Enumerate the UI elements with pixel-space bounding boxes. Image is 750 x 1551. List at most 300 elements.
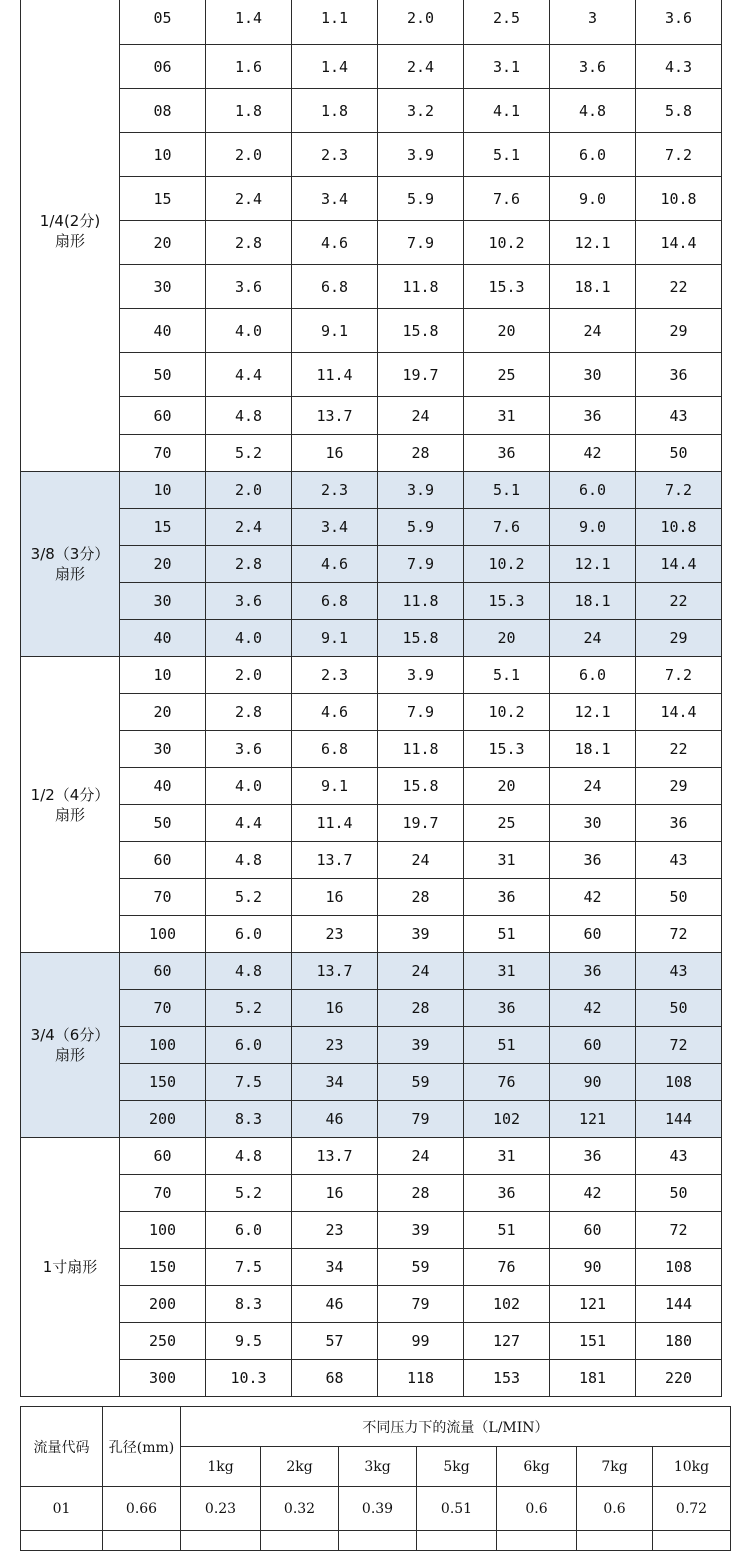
flow-value-cell: 2.4 xyxy=(206,177,292,221)
flow-value-cell: 4.8 xyxy=(206,397,292,435)
flow-value-cell: 31 xyxy=(464,397,550,435)
pressure-group-header: 不同压力下的流量（L/MIN） xyxy=(181,1407,731,1447)
flow-value-cell: 3.9 xyxy=(378,133,464,177)
table-row xyxy=(21,1064,722,1101)
flow-value-cell: 2.4 xyxy=(378,45,464,89)
nozzle-size-line: 扇形 xyxy=(54,805,85,824)
flow-value-cell: 31 xyxy=(464,1138,550,1175)
flow-code-cell: 40 xyxy=(120,768,206,805)
flow-value-cell: 7.5 xyxy=(206,1064,292,1101)
flow-value-cell: 12.1 xyxy=(550,694,636,731)
flow-value-cell: 1.4 xyxy=(292,45,378,89)
flow-value-cell: 42 xyxy=(550,879,636,916)
nozzle-size-line: 扇形 xyxy=(54,1046,85,1064)
flow-value-cell: 43 xyxy=(636,397,722,435)
table-row xyxy=(21,1027,722,1064)
flow-value-cell: 4.4 xyxy=(206,353,292,397)
flow-value-cell: 16 xyxy=(292,879,378,916)
table-row xyxy=(21,472,722,509)
flow-code-cell: 10 xyxy=(120,133,206,177)
flow-code-cell: 30 xyxy=(120,265,206,309)
flow-value-cell: 3.9 xyxy=(378,657,464,694)
flow-value-cell: 51 xyxy=(464,1027,550,1064)
flow-value-cell: 24 xyxy=(550,309,636,353)
flow-value-cell: 5.2 xyxy=(206,879,292,916)
flow-value-cell: 6.8 xyxy=(292,265,378,309)
flow-code-cell: 30 xyxy=(120,731,206,768)
flow-value-cell: 2.0 xyxy=(206,472,292,509)
flow-value-cell: 3.9 xyxy=(378,472,464,509)
table-row xyxy=(21,953,722,990)
flow-value-cell: 1.8 xyxy=(292,89,378,133)
flow-code-cell: 15 xyxy=(120,509,206,546)
flow-value-cell: 1.1 xyxy=(292,0,378,45)
flow-value-cell: 2.5 xyxy=(464,0,550,45)
flow-value-cell: 34 xyxy=(292,1064,378,1101)
flow-code-cell: 70 xyxy=(120,990,206,1027)
flow-value-cell: 7.5 xyxy=(206,1249,292,1286)
flow-code-cell: 70 xyxy=(120,435,206,472)
flow-value-cell: 24 xyxy=(378,397,464,435)
flow-value-cell: 16 xyxy=(292,1175,378,1212)
flow-value-cell: 3.1 xyxy=(464,45,550,89)
flow-value-cell: 15.3 xyxy=(464,583,550,620)
flow-value-cell: 1.6 xyxy=(206,45,292,89)
pressure-data-row xyxy=(21,1487,731,1531)
flow-value-cell: 57 xyxy=(292,1323,378,1360)
nozzle-size-label xyxy=(21,1138,120,1397)
flow-value-cell: 18.1 xyxy=(550,583,636,620)
flow-value-cell: 4.8 xyxy=(206,842,292,879)
flow-value-cell: 59 xyxy=(378,1249,464,1286)
flow-value-cell: 60 xyxy=(550,916,636,953)
flow-value-cell: 90 xyxy=(550,1249,636,1286)
pressure-label: 10kg xyxy=(653,1447,731,1487)
flow-value-cell: 22 xyxy=(636,731,722,768)
table-row xyxy=(21,1212,722,1249)
flow-value-cell: 60 xyxy=(550,1212,636,1249)
table-row xyxy=(21,265,722,309)
flow-value-cell: 4.1 xyxy=(464,89,550,133)
flow-value-cell: 13.7 xyxy=(292,842,378,879)
flow-value-cell: 19.7 xyxy=(378,805,464,842)
flow-code-cell: 40 xyxy=(120,620,206,657)
flow-value-cell: 14.4 xyxy=(636,546,722,583)
flow-value-cell: 36 xyxy=(636,353,722,397)
table-row xyxy=(21,1286,722,1323)
flow-value-cell: 36 xyxy=(464,1175,550,1212)
flow-value-cell: 14.4 xyxy=(636,221,722,265)
flow-value-cell: 16 xyxy=(292,435,378,472)
flow-value-cell: 6.8 xyxy=(292,583,378,620)
flow-value-cell: 11.8 xyxy=(378,265,464,309)
flow-code-cell: 15 xyxy=(120,177,206,221)
flow-value-cell: 3.2 xyxy=(378,89,464,133)
flow-value-cell: 24 xyxy=(550,620,636,657)
flow-code-cell: 60 xyxy=(120,842,206,879)
flow-value-cell: 46 xyxy=(292,1101,378,1138)
flow-value-cell: 9.1 xyxy=(292,768,378,805)
flow-code-cell: 250 xyxy=(120,1323,206,1360)
flow-value-cell: 18.1 xyxy=(550,265,636,309)
flow-code-cell: 200 xyxy=(120,1286,206,1323)
pressure-label: 2kg xyxy=(261,1447,339,1487)
flow-value-cell: 23 xyxy=(292,1027,378,1064)
flow-value-cell: 4.8 xyxy=(550,89,636,133)
nozzle-size-label xyxy=(21,0,120,472)
flow-value-cell: 72 xyxy=(636,1027,722,1064)
flow-value-cell: 6.8 xyxy=(292,731,378,768)
flow-value-cell: 121 xyxy=(550,1286,636,1323)
table-row xyxy=(21,583,722,620)
flow-value-cell: 25 xyxy=(464,805,550,842)
flow-code-cell: 300 xyxy=(120,1360,206,1397)
flow-value-cell: 10.3 xyxy=(206,1360,292,1397)
flow-value-cell: 20 xyxy=(464,309,550,353)
flow-value-cell: 79 xyxy=(378,1286,464,1323)
pressure-flow-table xyxy=(20,1406,731,1551)
flow-value-cell: 24 xyxy=(550,768,636,805)
flow-value-cell: 90 xyxy=(550,1064,636,1101)
flow-value-cell: 31 xyxy=(464,953,550,990)
flow-value-cell: 36 xyxy=(464,879,550,916)
flow-cell: 0.6 xyxy=(577,1487,653,1531)
nozzle-size-line: 3/4（6分） xyxy=(30,1026,110,1044)
table-row xyxy=(21,916,722,953)
flow-code-cell: 05 xyxy=(120,0,206,45)
flow-value-cell: 22 xyxy=(636,265,722,309)
flow-value-cell: 6.0 xyxy=(550,657,636,694)
flow-code-cell: 20 xyxy=(120,546,206,583)
pressure-label: 1kg xyxy=(181,1447,261,1487)
flow-value-cell: 23 xyxy=(292,1212,378,1249)
flow-value-cell: 9.0 xyxy=(550,509,636,546)
flow-value-cell: 13.7 xyxy=(292,1138,378,1175)
flow-code-cell: 10 xyxy=(120,472,206,509)
flow-value-cell: 50 xyxy=(636,435,722,472)
flow-value-cell: 4.8 xyxy=(206,953,292,990)
flow-cell: 0.6 xyxy=(497,1487,577,1531)
flow-value-cell: 29 xyxy=(636,309,722,353)
flow-value-cell: 43 xyxy=(636,1138,722,1175)
flow-value-cell: 15.3 xyxy=(464,731,550,768)
flow-value-cell: 7.2 xyxy=(636,133,722,177)
flow-value-cell: 4.6 xyxy=(292,546,378,583)
flow-value-cell: 5.2 xyxy=(206,990,292,1027)
flow-value-cell: 5.1 xyxy=(464,657,550,694)
flow-value-cell: 15.3 xyxy=(464,265,550,309)
table-row xyxy=(21,309,722,353)
flow-value-cell: 2.3 xyxy=(292,472,378,509)
flow-value-cell: 24 xyxy=(378,1138,464,1175)
flow-code-cell: 70 xyxy=(120,879,206,916)
table-row xyxy=(21,509,722,546)
flow-value-cell: 50 xyxy=(636,879,722,916)
flow-cell: 0.39 xyxy=(339,1487,417,1531)
flow-value-cell: 72 xyxy=(636,1212,722,1249)
flow-code-cell: 50 xyxy=(120,805,206,842)
flow-value-cell: 11.4 xyxy=(292,353,378,397)
flow-rate-table xyxy=(20,0,722,1397)
flow-value-cell: 7.6 xyxy=(464,177,550,221)
flow-value-cell: 11.8 xyxy=(378,583,464,620)
flow-value-cell: 9.1 xyxy=(292,620,378,657)
flow-code-cell: 100 xyxy=(120,916,206,953)
flow-value-cell: 144 xyxy=(636,1286,722,1323)
nozzle-size-label xyxy=(21,953,120,1138)
flow-value-cell: 23 xyxy=(292,916,378,953)
table-row xyxy=(21,1323,722,1360)
flow-value-cell: 3.6 xyxy=(636,0,722,45)
next-row-stub xyxy=(21,1531,731,1551)
flow-cell: 0.23 xyxy=(181,1487,261,1531)
flow-value-cell: 2.0 xyxy=(206,657,292,694)
flow-value-cell: 36 xyxy=(464,990,550,1027)
flow-value-cell: 9.5 xyxy=(206,1323,292,1360)
flow-value-cell: 3 xyxy=(550,0,636,45)
flow-value-cell: 6.0 xyxy=(206,1212,292,1249)
flow-value-cell: 2.4 xyxy=(206,509,292,546)
flow-value-cell: 16 xyxy=(292,990,378,1027)
flow-value-cell: 43 xyxy=(636,953,722,990)
flow-value-cell: 5.1 xyxy=(464,133,550,177)
flow-value-cell: 5.2 xyxy=(206,1175,292,1212)
flow-value-cell: 12.1 xyxy=(550,546,636,583)
flow-value-cell: 9.0 xyxy=(550,177,636,221)
table-row xyxy=(21,768,722,805)
flow-code-cell: 100 xyxy=(120,1027,206,1064)
flow-value-cell: 36 xyxy=(550,397,636,435)
flow-code-cell: 70 xyxy=(120,1175,206,1212)
table-row xyxy=(21,1249,722,1286)
flow-value-cell: 79 xyxy=(378,1101,464,1138)
flow-value-cell: 7.9 xyxy=(378,546,464,583)
flow-value-cell: 108 xyxy=(636,1249,722,1286)
flow-code-cell: 60 xyxy=(120,953,206,990)
table-row xyxy=(21,657,722,694)
flow-value-cell: 29 xyxy=(636,620,722,657)
flow-value-cell: 118 xyxy=(378,1360,464,1397)
bore-cell: 0.66 xyxy=(103,1487,181,1531)
flow-value-cell: 6.0 xyxy=(206,1027,292,1064)
flow-value-cell: 22 xyxy=(636,583,722,620)
flow-value-cell: 10.2 xyxy=(464,546,550,583)
flow-value-cell: 5.2 xyxy=(206,435,292,472)
flow-value-cell: 59 xyxy=(378,1064,464,1101)
nozzle-size-line: 扇形 xyxy=(54,232,85,250)
flow-value-cell: 10.2 xyxy=(464,221,550,265)
flow-value-cell: 34 xyxy=(292,1249,378,1286)
flow-value-cell: 28 xyxy=(378,435,464,472)
flow-value-cell: 7.6 xyxy=(464,509,550,546)
flow-value-cell: 4.4 xyxy=(206,805,292,842)
flow-value-cell: 36 xyxy=(550,842,636,879)
table-row xyxy=(21,435,722,472)
flow-value-cell: 68 xyxy=(292,1360,378,1397)
flow-value-cell: 51 xyxy=(464,916,550,953)
flow-value-cell: 4.0 xyxy=(206,768,292,805)
flow-value-cell: 39 xyxy=(378,916,464,953)
flow-value-cell: 121 xyxy=(550,1101,636,1138)
nozzle-size-line: 1/2（4分） xyxy=(30,785,110,804)
flow-code-cell: 100 xyxy=(120,1212,206,1249)
flow-value-cell: 10.8 xyxy=(636,177,722,221)
flow-value-cell: 76 xyxy=(464,1064,550,1101)
flow-value-cell: 18.1 xyxy=(550,731,636,768)
flow-value-cell: 2.8 xyxy=(206,694,292,731)
flow-cell: 0.51 xyxy=(417,1487,497,1531)
flow-code-header: 流量代码 xyxy=(21,1407,103,1487)
flow-value-cell: 10.8 xyxy=(636,509,722,546)
flow-value-cell: 7.2 xyxy=(636,472,722,509)
table-row xyxy=(21,546,722,583)
flow-value-cell: 11.4 xyxy=(292,805,378,842)
flow-value-cell: 13.7 xyxy=(292,397,378,435)
flow-value-cell: 127 xyxy=(464,1323,550,1360)
flow-value-cell: 151 xyxy=(550,1323,636,1360)
flow-value-cell: 24 xyxy=(378,842,464,879)
flow-value-cell: 28 xyxy=(378,1175,464,1212)
flow-code-cell: 01 xyxy=(21,1487,103,1531)
flow-value-cell: 5.9 xyxy=(378,509,464,546)
flow-code-cell: 60 xyxy=(120,397,206,435)
flow-value-cell: 9.1 xyxy=(292,309,378,353)
flow-value-cell: 4.3 xyxy=(636,45,722,89)
flow-code-cell: 40 xyxy=(120,309,206,353)
flow-value-cell: 5.1 xyxy=(464,472,550,509)
flow-code-cell: 08 xyxy=(120,89,206,133)
flow-value-cell: 4.0 xyxy=(206,309,292,353)
flow-value-cell: 39 xyxy=(378,1212,464,1249)
flow-value-cell: 6.0 xyxy=(206,916,292,953)
table-row xyxy=(21,177,722,221)
flow-value-cell: 15.8 xyxy=(378,309,464,353)
flow-value-cell: 99 xyxy=(378,1323,464,1360)
flow-value-cell: 180 xyxy=(636,1323,722,1360)
flow-value-cell: 4.6 xyxy=(292,694,378,731)
flow-value-cell: 30 xyxy=(550,805,636,842)
flow-value-cell: 20 xyxy=(464,768,550,805)
flow-value-cell: 10.2 xyxy=(464,694,550,731)
flow-value-cell: 2.8 xyxy=(206,221,292,265)
flow-value-cell: 36 xyxy=(636,805,722,842)
flow-value-cell: 13.7 xyxy=(292,953,378,990)
flow-code-cell: 10 xyxy=(120,657,206,694)
flow-value-cell: 60 xyxy=(550,1027,636,1064)
flow-code-cell: 50 xyxy=(120,353,206,397)
flow-value-cell: 8.3 xyxy=(206,1101,292,1138)
table-row xyxy=(21,842,722,879)
flow-value-cell: 4.6 xyxy=(292,221,378,265)
flow-value-cell: 42 xyxy=(550,1175,636,1212)
nozzle-size-line: 1寸扇形 xyxy=(42,1258,98,1276)
pressure-label: 3kg xyxy=(339,1447,417,1487)
nozzle-size-line: 扇形 xyxy=(54,565,85,583)
flow-value-cell: 102 xyxy=(464,1101,550,1138)
flow-value-cell: 1.8 xyxy=(206,89,292,133)
flow-value-cell: 19.7 xyxy=(378,353,464,397)
flow-value-cell: 181 xyxy=(550,1360,636,1397)
table-row xyxy=(21,620,722,657)
flow-value-cell: 7.9 xyxy=(378,221,464,265)
flow-value-cell: 2.8 xyxy=(206,546,292,583)
table-row xyxy=(21,1101,722,1138)
flow-value-cell: 6.0 xyxy=(550,472,636,509)
flow-value-cell: 153 xyxy=(464,1360,550,1397)
table-row xyxy=(21,45,722,89)
flow-value-cell: 12.1 xyxy=(550,221,636,265)
flow-value-cell: 29 xyxy=(636,768,722,805)
flow-value-cell: 46 xyxy=(292,1286,378,1323)
flow-value-cell: 31 xyxy=(464,842,550,879)
table-row xyxy=(21,89,722,133)
flow-code-cell: 150 xyxy=(120,1064,206,1101)
flow-code-cell: 60 xyxy=(120,1138,206,1175)
table-row xyxy=(21,990,722,1027)
flow-value-cell: 24 xyxy=(378,953,464,990)
flow-value-cell: 3.6 xyxy=(550,45,636,89)
flow-value-cell: 2.0 xyxy=(378,0,464,45)
table-row xyxy=(21,397,722,435)
table-row xyxy=(21,353,722,397)
flow-value-cell: 42 xyxy=(550,435,636,472)
flow-value-cell: 8.3 xyxy=(206,1286,292,1323)
flow-value-cell: 36 xyxy=(464,435,550,472)
table-row xyxy=(21,1138,722,1175)
flow-value-cell: 6.0 xyxy=(550,133,636,177)
flow-value-cell: 2.3 xyxy=(292,657,378,694)
flow-value-cell: 2.0 xyxy=(206,133,292,177)
table-row xyxy=(21,879,722,916)
flow-value-cell: 72 xyxy=(636,916,722,953)
flow-value-cell: 3.4 xyxy=(292,509,378,546)
table-row xyxy=(21,133,722,177)
flow-value-cell: 1.4 xyxy=(206,0,292,45)
flow-value-cell: 11.8 xyxy=(378,731,464,768)
flow-value-cell: 220 xyxy=(636,1360,722,1397)
flow-value-cell: 50 xyxy=(636,1175,722,1212)
nozzle-size-label xyxy=(21,472,120,657)
flow-value-cell: 25 xyxy=(464,353,550,397)
flow-value-cell: 43 xyxy=(636,842,722,879)
pressure-label: 5kg xyxy=(417,1447,497,1487)
flow-cell: 0.32 xyxy=(261,1487,339,1531)
nozzle-size-line: 3/8（3分） xyxy=(30,545,110,563)
table-row xyxy=(21,1360,722,1397)
flow-value-cell: 5.8 xyxy=(636,89,722,133)
flow-value-cell: 15.8 xyxy=(378,768,464,805)
flow-value-cell: 3.4 xyxy=(292,177,378,221)
flow-value-cell: 3.6 xyxy=(206,265,292,309)
flow-value-cell: 2.3 xyxy=(292,133,378,177)
flow-value-cell: 102 xyxy=(464,1286,550,1323)
flow-value-cell: 144 xyxy=(636,1101,722,1138)
flow-value-cell: 51 xyxy=(464,1212,550,1249)
flow-code-cell: 20 xyxy=(120,221,206,265)
flow-code-cell: 06 xyxy=(120,45,206,89)
pressure-header-row xyxy=(21,1407,731,1447)
flow-code-cell: 150 xyxy=(120,1249,206,1286)
flow-value-cell: 4.0 xyxy=(206,620,292,657)
flow-value-cell: 14.4 xyxy=(636,694,722,731)
flow-value-cell: 7.9 xyxy=(378,694,464,731)
flow-value-cell: 7.2 xyxy=(636,657,722,694)
flow-value-cell: 3.6 xyxy=(206,583,292,620)
flow-value-cell: 20 xyxy=(464,620,550,657)
flow-value-cell: 108 xyxy=(636,1064,722,1101)
table-row xyxy=(21,1175,722,1212)
pressure-label: 7kg xyxy=(577,1447,653,1487)
